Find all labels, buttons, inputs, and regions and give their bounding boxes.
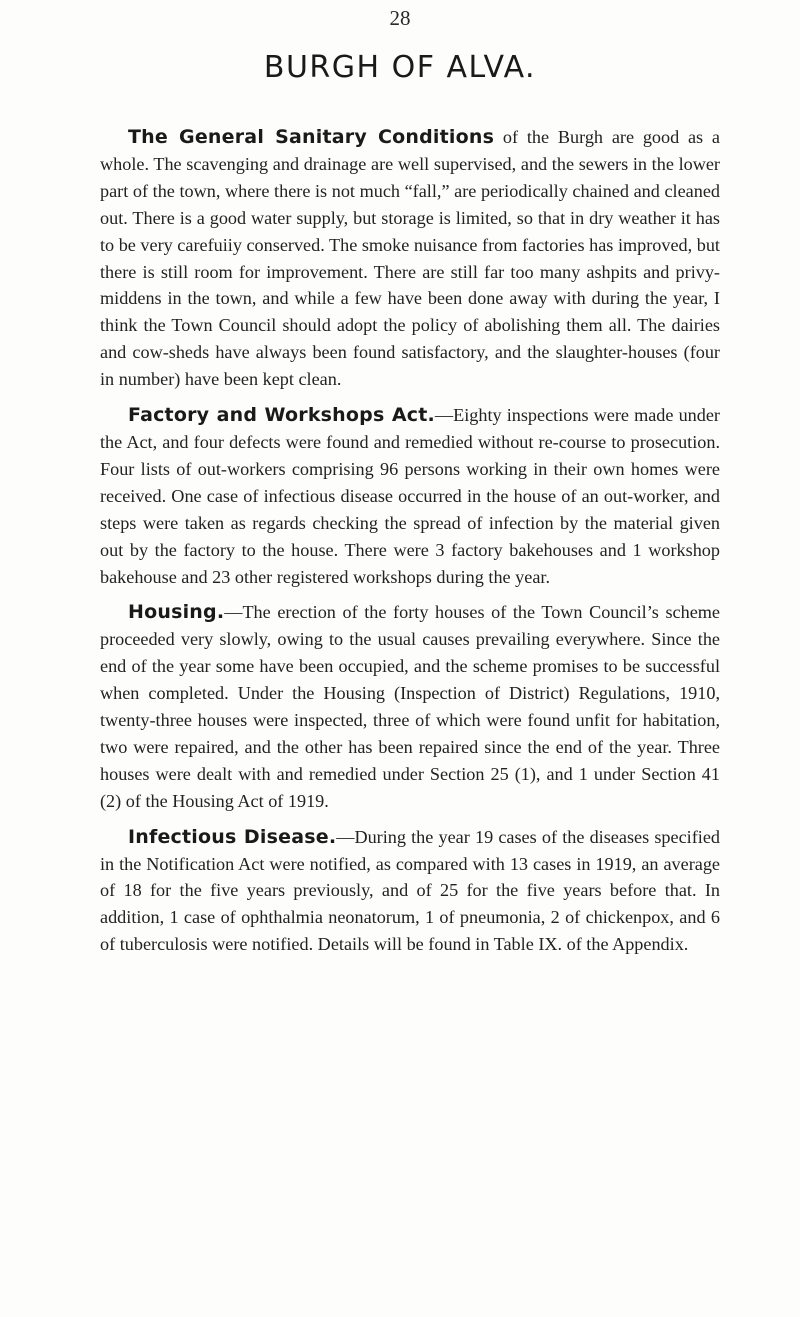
section-heading: Housing.	[128, 601, 225, 624]
section-text: —Eighty inspections were made under the Act, and four defects were found and remedied without re-course to prosecution. Four lists of out-workers comprising 96 persons working in their own homes were received. One case of infectious disease occurred in the house of an out-worker, and steps were taken as regards checking the spread of infection by the material given out by the factory to the house. There were 3 factory bakehouses and 1 workshop bakehouse and 23 other registered workshops during the year.	[100, 405, 720, 587]
section-text: —During the year 19 cases of the diseases specified in the Notification Act were notified, as compared with 13 cases in 1919, an average of 18 for the five years previously, and of 25 for the five years before that. In addition, 1 case of ophthalmia neonatorum, 1 of pneumonia, 2 of chickenpox, and 6 of tuberculosis were notified. Details will be found in Table IX. of the Appendix.	[100, 826, 720, 955]
paragraph-infectious-disease	[100, 824, 720, 959]
page-title: BURGH OF ALVA.	[263, 50, 537, 85]
paragraph-housing	[100, 599, 720, 814]
paragraph-general-sanitary-conditions	[100, 124, 720, 393]
document-body	[100, 124, 720, 967]
section-heading: Infectious Disease.	[128, 825, 337, 848]
section-heading: Factory and Workshops Act.	[128, 404, 435, 427]
section-text: —The erection of the forty houses of the Town Council’s scheme proceeded very slowly, owing to the usual causes prevailing everywhere. Since the end of the year some have been occupied, and the scheme promises to be successful when completed. Under the Housing (Inspection of District) Regulations, 1910, twenty-three houses were inspected, three of which were found unfit for habitation, two were repaired, and the other has been repaired since the end of the year. Three houses were dealt with and remedied under Section 25 (1), and 1 under Section 41 (2) of the Housing Act of 1919.	[100, 602, 720, 811]
section-text: of the Burgh are good as a whole. The scavenging and drainage are well supervised, and the sewers in the lower part of the town, where there is not much “fall,” are periodically chained and cleaned out. There is a good water supply, but storage is limited, so that in dry weather it has to be very carefuiiy conserved. The smoke nuisance from factories has improved, but there is still room for improvement. There are still far too many ashpits and privy-middens in the town, and while a few have been done away with during the year, I think the Town Council should adopt the policy of abolishing them all. The dairies and cow-sheds have always been found satisfactory, and the slaughter-houses (four in number) have been kept clean.	[100, 127, 721, 390]
paragraph-factory-workshops-act	[100, 402, 720, 590]
page-number: 28	[389, 6, 411, 30]
section-heading: The General Sanitary Conditions	[128, 126, 495, 148]
